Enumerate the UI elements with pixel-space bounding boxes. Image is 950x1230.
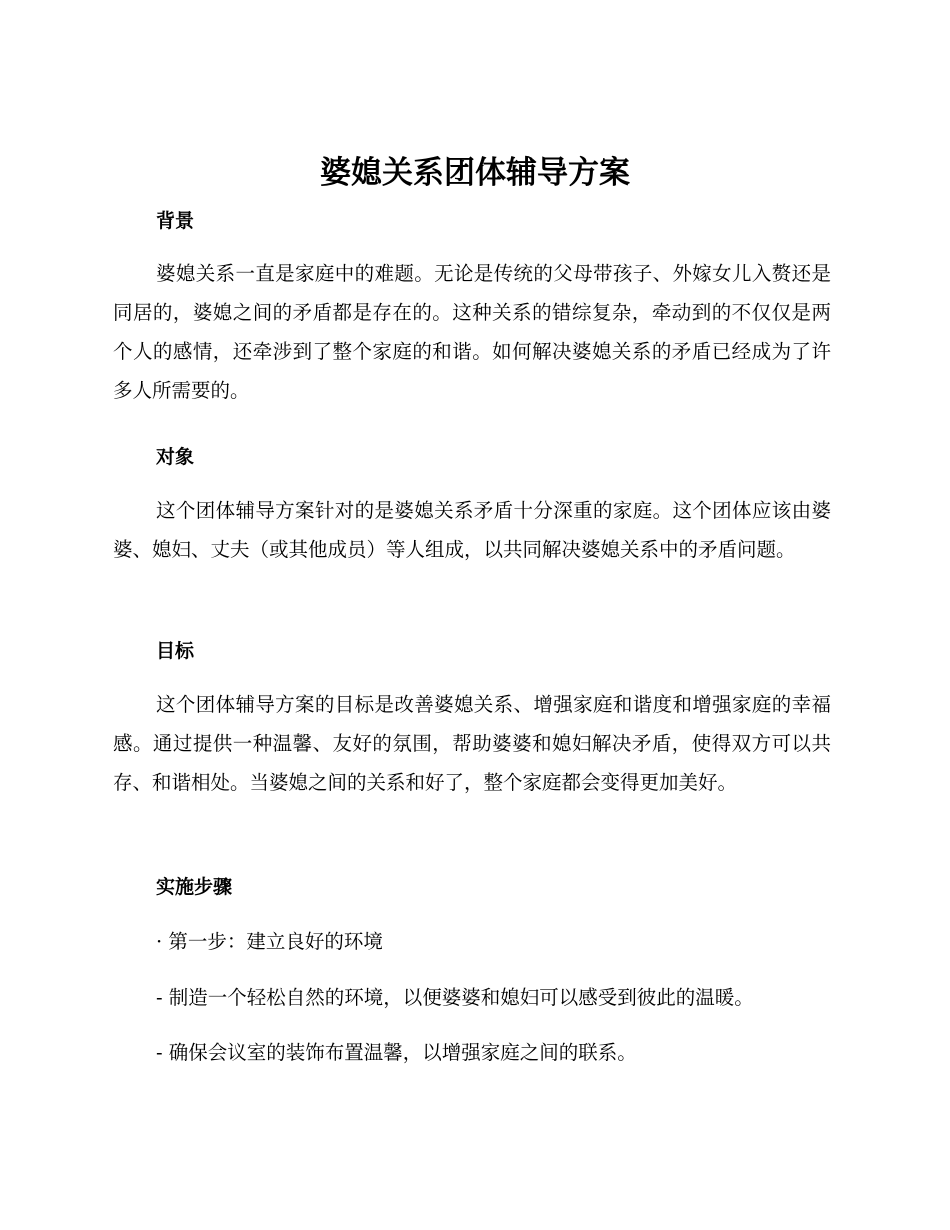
section-heading-goal: 目标 (156, 640, 195, 662)
section-heading-target: 对象 (156, 446, 195, 468)
paragraph-target: 这个团体辅导方案针对的是婆媳关系矛盾十分深重的家庭。这个团体应该由婆婆、媳妇、丈夫（或其他成员）等人组成，以共同解决婆媳关系中的矛盾问题。 (113, 499, 831, 561)
step-sub-item: - 制造一个轻松自然的环境，以便婆婆和媳妇可以感受到彼此的温暖。 (156, 986, 754, 1009)
section-heading-background: 背景 (156, 210, 195, 232)
paragraph-background: 婆媳关系一直是家庭中的难题。无论是传统的父母带孩子、外嫁女儿入赘还是同居的，婆媳之间的矛盾都是存在的。这种关系的错综复杂，牵动到的不仅仅是两个人的感情，还牵涉到了整个家庭的和谐。如何解决婆媳关系的矛盾已经成为了许多人所需要的。 (113, 262, 831, 402)
paragraph-goal: 这个团体辅导方案的目标是改善婆媳关系、增强家庭和谐度和增强家庭的幸福感。通过提供一种温馨、友好的氛围，帮助婆婆和媳妇解决矛盾，使得双方可以共存、和谐相处。当婆媳之间的关系和好了，整个家庭都会变得更加美好。 (113, 693, 831, 794)
step-item: · 第一步：建立良好的环境 (156, 930, 383, 953)
document-title: 婆媳关系团体辅导方案 (320, 155, 630, 191)
step-sub-item: - 确保会议室的装饰布置温馨，以增强家庭之间的联系。 (156, 1041, 637, 1064)
section-heading-steps: 实施步骤 (156, 876, 233, 898)
